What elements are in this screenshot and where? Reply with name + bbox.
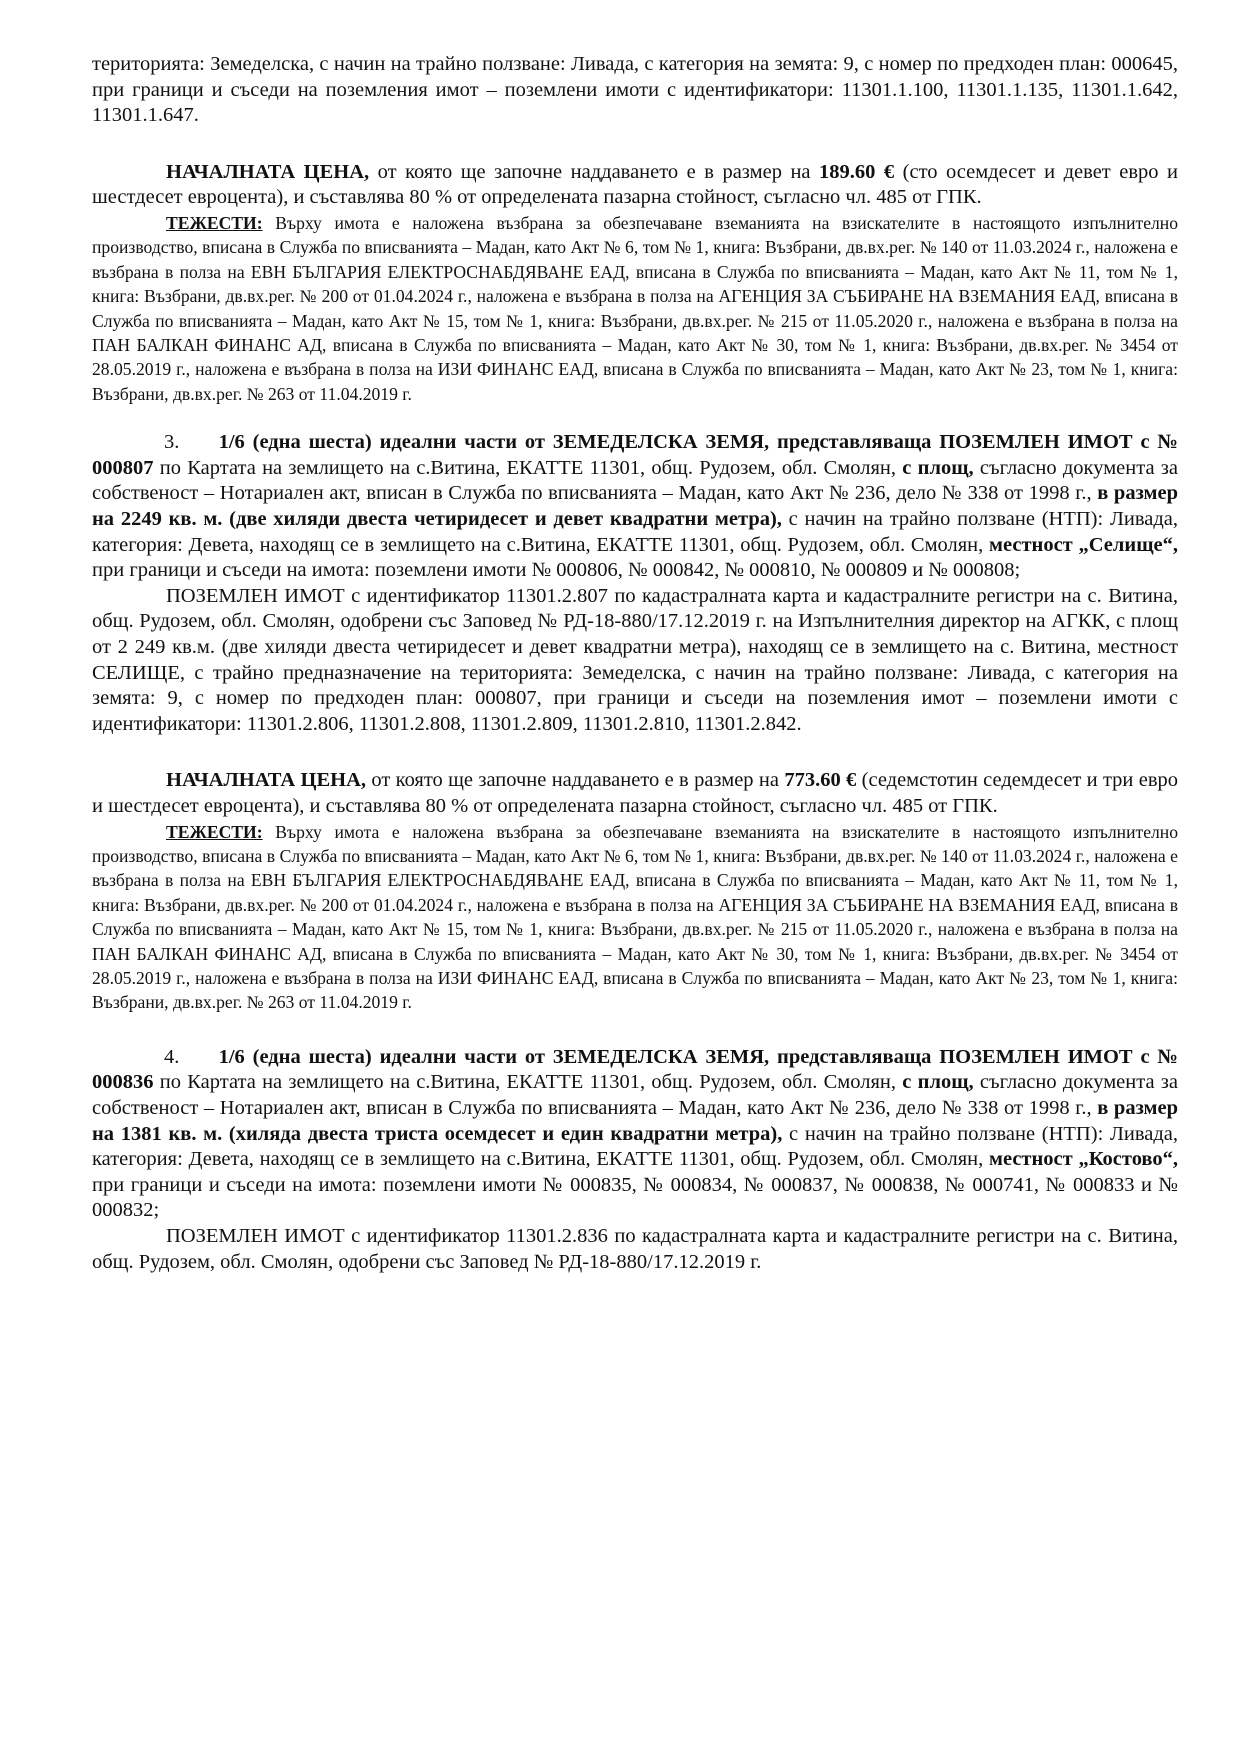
item-text: с начин на трайно ползване (НТП): Ливада, категория: Девета, находящ се в землището на с.Витина, ЕКАТТЕ 11301, общ. Рудозем, обл. Смолян, xyxy=(92,1122,1178,1171)
locality: местност „Селище“, xyxy=(989,533,1178,556)
spacer xyxy=(92,737,1178,768)
starting-price-label: НАЧАЛНАТА ЦЕНА, xyxy=(166,160,370,183)
item-text: с начин на трайно ползване (НТП): Ливада, категория: Девета, находящ се в землището на с.Витина, ЕКАТТЕ 11301, общ. Рудозем, обл. Смолян, xyxy=(92,508,1178,556)
item-number: 3. xyxy=(164,431,180,454)
burdens-text: Върху имота е наложена възбрана за обезпечаване вземанията на взискателите в настоящото изпълнително производство, вписана в Служба по вписванията – Мадан, като Акт № 6, том № 1, книга: Възбрани, дв.вх.рег. № 140 от 11.03.2024 г., наложена е възбрана в полза на ЕВН БЪЛГАРИЯ ЕЛЕКТРОСНАБДЯВАНЕ ЕАД, вписана в Служба по вписванията – Мадан, като Акт № 11, том № 1, книга: Възбрани, дв.вх.рег. № 200 от 01.04.2024 г., наложена е възбрана в полза на АГЕНЦИЯ ЗА СЪБИРАНЕ НА ВЗЕМАНИЯ ЕАД, вписана в Служба по вписванията – Мадан, като Акт № 15, том № 1, книга: Възбрани, дв.вх.рег. № 215 от 11.05.2020 г., наложена е възбрана в полза на ПАН БАЛКАН ФИНАНС АД, вписана в Служба по вписванията – Мадан, като Акт № 30, том № 1, книга: Възбрани, дв.вх.рег. № 3454 от 28.05.2019 г., наложена е възбрана в полза на ИЗИ ФИНАНС ЕАД, вписана в Служба по вписванията – Мадан, като Акт № 23, том № 1, книга: Възбрани, дв.вх.рег. № 263 от 11.04.2019 г. xyxy=(92,212,1178,404)
item-lead: 1/6 (една шеста) идеални части от ЗЕМЕДЕЛСКА ЗЕМЯ, представляваща ПОЗЕМЛЕН ИМОТ с № 000807 xyxy=(92,431,1179,479)
starting-price-amount: 189.60 € xyxy=(819,160,895,183)
burdens-paragraph xyxy=(92,211,1178,406)
spacer xyxy=(92,406,1178,430)
starting-price-text: (седемстотин седемдесет и три евро и шестдесет евроцента), и съставлява 80 % от определената пазарна стойност, съгласно чл. 485 от ГПК. xyxy=(92,769,1179,817)
document-page xyxy=(92,52,1178,1275)
item-text: по Картата на землището на с.Витина, ЕКАТТЕ 11301, общ. Рудозем, обл. Смолян, xyxy=(153,1071,903,1094)
starting-price-paragraph xyxy=(92,768,1178,819)
burdens-label: ТЕЖЕСТИ: xyxy=(166,212,263,233)
locality: местност „Костово“, xyxy=(989,1148,1178,1171)
item-text: по Картата на землището на с.Витина, ЕКАТТЕ 11301, общ. Рудозем, обл. Смолян, xyxy=(153,456,903,479)
spacer xyxy=(92,1015,1178,1045)
area-label: с площ, xyxy=(902,1071,974,1094)
item-text: при граници и съседи на имота: поземлени имоти № 000835, № 000834, № 000837, № 000838, № 000741, № 000833 и № 000832; xyxy=(92,1173,1178,1222)
area-label: с площ, xyxy=(902,456,974,479)
starting-price-label: НАЧАЛНАТА ЦЕНА, xyxy=(166,769,367,792)
item-lead: 1/6 (една шеста) идеални части от ЗЕМЕДЕЛСКА ЗЕМЯ, представляваща ПОЗЕМЛЕН ИМОТ с № 000836 xyxy=(92,1045,1179,1094)
burdens-label: ТЕЖЕСТИ: xyxy=(166,821,263,842)
spacer xyxy=(92,129,1178,160)
area-size: в размер на 2249 кв. м. (две хиляди двеста четиридесет и девет квадратни метра), xyxy=(92,482,1178,530)
starting-price-text: от която ще започне наддаването е в размер на xyxy=(366,769,785,792)
property-description-continued: територията: Земеделска, с начин на трайно ползване: Ливада, с категория на земята: 9, с номер по предходен план: 000645, при граници и съседи на поземления имот – поземлени имоти с идентификатори: 11301.1.100, 11301.1.135, 11301.1.642, 11301.1.647. xyxy=(92,53,1178,127)
item-text: съгласно документа за собственост – Нотариален акт, вписан в Служба по вписванията – Мадан, като Акт № 236, дело № 338 от 1998 г., xyxy=(92,456,1179,505)
item-number: 4. xyxy=(164,1045,180,1068)
property-item-3 xyxy=(92,430,1178,584)
starting-price-text: от която ще започне наддаването е в размер на xyxy=(369,160,820,183)
area-size: в размер на 1381 кв. м. (хиляда двеста триста осемдесет и един квадратни метра), xyxy=(92,1096,1178,1145)
starting-price-text: (сто осемдесет и девет евро и шестдесет евроцента), и съставлява 80 % от определената пазарна стойност, съгласно чл. 485 от ГПК. xyxy=(92,160,1178,209)
burdens-text: Върху имота е наложена възбрана за обезпечаване вземанията на взискателите в настоящото изпълнително производство, вписана в Служба по вписванията – Мадан, като Акт № 6, том № 1, книга: Възбрани, дв.вх.рег. № 140 от 11.03.2024 г., наложена е възбрана в полза на ЕВН БЪЛГАРИЯ ЕЛЕКТРОСНАБДЯВАНЕ ЕАД, вписана в Служба по вписванията – Мадан, като Акт № 11, том № 1, книга: Възбрани, дв.вх.рег. № 200 от 01.04.2024 г., наложена е възбрана в полза на АГЕНЦИЯ ЗА СЪБИРАНЕ НА ВЗЕМАНИЯ ЕАД, вписана в Служба по вписванията – Мадан, като Акт № 15, том № 1, книга: Възбрани, дв.вх.рег. № 215 от 11.05.2020 г., наложена е възбрана в полза на ПАН БАЛКАН ФИНАНС АД, вписана в Служба по вписванията – Мадан, като Акт № 30, том № 1, книга: Възбрани, дв.вх.рег. № 3454 от 28.05.2019 г., наложена е възбрана в полза на ИЗИ ФИНАНС ЕАД, вписана в Служба по вписванията – Мадан, като Акт № 23, том № 1, книга: Възбрани, дв.вх.рег. № 263 от 11.04.2019 г. xyxy=(92,821,1178,1013)
cadastral-paragraph: ПОЗЕМЛЕН ИМОТ с идентификатор 11301.2.807 по кадастралната карта и кадастралните регистри на с. Витина, общ. Рудозем, обл. Смолян, одобрени със Заповед № РД-18-880/17.12.2019 г. на Изпълнителния директор на АГКК, с площ от 2 249 кв.м. (две хиляди двеста четиридесет и девет квадратни метра), находящ се в землището на с. Витина, местност СЕЛИЩЕ, с трайно предназначение на територията: Земеделска, с начин на трайно ползване: Ливада, с категория на земята: 9, с номер по предходен план: 000807, при граници и съседи на поземления имот – поземлени имоти с идентификатори: 11301.2.806, 11301.2.808, 11301.2.809, 11301.2.810, 11301.2.842. xyxy=(92,584,1178,735)
item-text: съгласно документа за собственост – Нотариален акт, вписан в Служба по вписванията – Мадан, като Акт № 236, дело № 338 от 1998 г., xyxy=(92,1071,1179,1119)
cadastral-paragraph: ПОЗЕМЛЕН ИМОТ с идентификатор 11301.2.836 по кадастралната карта и кадастралните регистри на с. Витина, общ. Рудозем, обл. Смолян, одобрени със Заповед № РД-18-880/17.12.2019 г. xyxy=(92,1224,1178,1273)
starting-price-amount: 773.60 € xyxy=(784,769,857,792)
item-text: при граници и съседи на имота: поземлени имоти № 000806, № 000842, № 000810, № 000809 и № 000808; xyxy=(92,559,1021,582)
burdens-paragraph xyxy=(92,820,1178,1015)
property-item-4 xyxy=(92,1045,1178,1224)
starting-price-paragraph xyxy=(92,160,1178,211)
